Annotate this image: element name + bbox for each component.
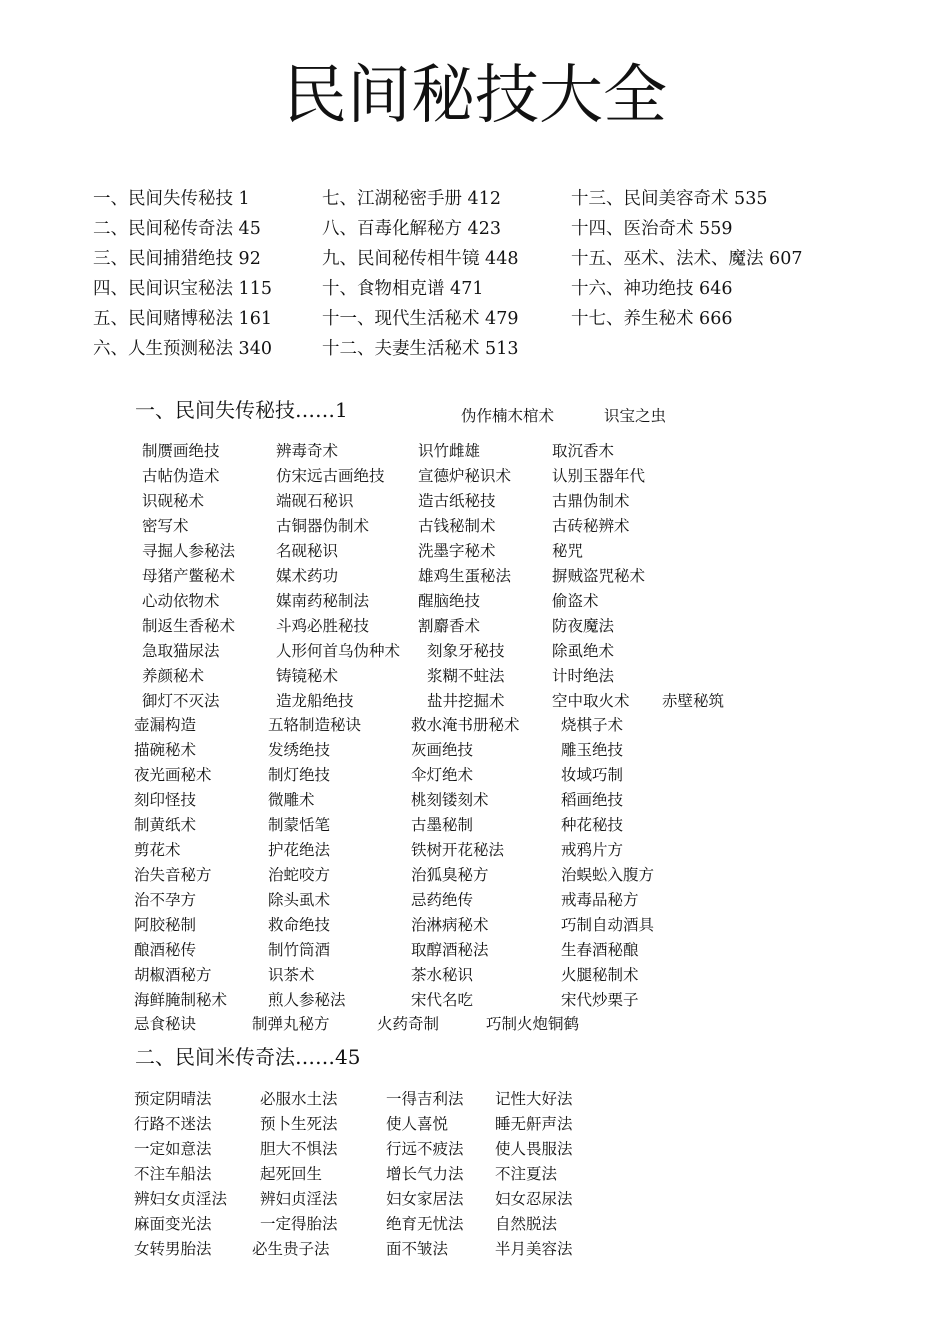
list-item: 妇女忍尿法 (495, 1190, 573, 1208)
list-item: 治蜈蚣入腹方 (561, 866, 655, 884)
list-item: 名砚秘识 (276, 542, 339, 560)
list-item: 夜光画秘术 (134, 766, 212, 784)
list-item: 戒毒品秘方 (561, 891, 639, 909)
list-item: 古帖伪造术 (142, 467, 220, 485)
list-item: 雄鸡生蛋秘法 (418, 567, 512, 585)
list-item: 忌食秘诀 (134, 1015, 197, 1033)
list-item: 煎人参秘法 (268, 991, 346, 1009)
list-item: 微雕术 (268, 791, 315, 809)
toc-entry: 八、百毒化解秘方 423 (322, 219, 501, 239)
list-item: 取沉香木 (552, 442, 615, 460)
list-item: 制返生香秘术 (142, 617, 236, 635)
toc-entry: 十六、神功绝技 646 (571, 279, 733, 299)
toc-entry: 一、民间失传秘技 1 (93, 189, 250, 209)
list-item: 麻面变光法 (134, 1215, 212, 1233)
list-item: 巧制自动酒具 (561, 916, 655, 934)
list-item: 母猪产鳖秘术 (142, 567, 236, 585)
list-item: 壶漏构造 (134, 716, 197, 734)
list-item: 戒鸦片方 (561, 841, 624, 859)
list-item: 宋代名吃 (411, 991, 474, 1009)
list-item: 仿宋远古画绝技 (276, 467, 385, 485)
list-item: 割麝香术 (418, 617, 481, 635)
list-item: 制赝画绝技 (142, 442, 220, 460)
list-item: 赤壁秘筑 (662, 692, 725, 710)
list-item: 醒脑绝技 (418, 592, 481, 610)
list-item: 海鲜腌制秘术 (134, 991, 228, 1009)
list-item: 认别玉器年代 (552, 467, 646, 485)
list-item: 刻印怪技 (134, 791, 197, 809)
list-item: 宣德炉秘识术 (418, 467, 512, 485)
list-item: 古墨秘制 (411, 816, 474, 834)
list-item: 火腿秘制术 (561, 966, 639, 984)
list-item: 偷盗术 (552, 592, 599, 610)
list-item: 盐井挖掘术 (427, 692, 505, 710)
list-item: 制灯绝技 (268, 766, 331, 784)
list-item: 防夜魔法 (552, 617, 615, 635)
list-item: 辨妇贞淫法 (260, 1190, 338, 1208)
list-item: 护花绝法 (268, 841, 331, 859)
document-title: 民间秘技大全 (283, 59, 667, 133)
list-item: 胆大不惧法 (260, 1140, 338, 1158)
list-item: 造龙船绝技 (276, 692, 354, 710)
list-item: 摒贼盗咒秘术 (552, 567, 646, 585)
list-item: 辨妇女贞淫法 (134, 1190, 228, 1208)
list-item: 烧棋子术 (561, 716, 624, 734)
list-item: 浆糊不蛀法 (427, 667, 505, 685)
list-item: 治蛇咬方 (268, 866, 331, 884)
list-item: 媒术药功 (276, 567, 339, 585)
toc-entry: 十、食物相克谱 471 (322, 279, 484, 299)
list-item: 宋代炒栗子 (561, 991, 639, 1009)
list-item: 御灯不灭法 (142, 692, 220, 710)
list-item: 雕玉绝技 (561, 741, 624, 759)
toc-entry: 十四、医治奇术 559 (571, 219, 733, 239)
list-item: 火药奇制 (377, 1015, 440, 1033)
list-item: 剪花术 (134, 841, 181, 859)
list-item: 必服水土法 (260, 1090, 338, 1108)
list-item: 取醇酒秘法 (411, 941, 489, 959)
list-item: 胡椒酒秘方 (134, 966, 212, 984)
list-item: 灰画绝技 (411, 741, 474, 759)
list-item: 人形何首乌伪种术 (276, 642, 401, 660)
toc-entry: 十五、巫术、法术、魔法 607 (571, 249, 803, 269)
toc-entry: 十一、现代生活秘术 479 (322, 309, 519, 329)
list-item: 妆域巧制 (561, 766, 624, 784)
list-item: 茶水秘识 (411, 966, 474, 984)
toc-entry: 四、民间识宝秘法 115 (93, 279, 272, 299)
list-item: 媒南药秘制法 (276, 592, 370, 610)
list-item: 一定得胎法 (260, 1215, 338, 1233)
list-item: 铸镜秘术 (276, 667, 339, 685)
list-item: 阿胶秘制 (134, 916, 197, 934)
toc-entry: 十三、民间美容奇术 535 (571, 189, 768, 209)
list-item: 识宝之虫 (604, 407, 667, 425)
list-item: 制竹筒酒 (268, 941, 331, 959)
list-item: 伞灯绝术 (411, 766, 474, 784)
toc-entry: 二、民间秘传奇法 45 (93, 219, 261, 239)
list-item: 除头虱术 (268, 891, 331, 909)
list-item: 面不皱法 (386, 1240, 449, 1258)
list-item: 一定如意法 (134, 1140, 212, 1158)
list-item: 行路不迷法 (134, 1115, 212, 1133)
list-item: 古铜器伪制术 (276, 517, 370, 535)
list-item: 治狐臭秘方 (411, 866, 489, 884)
list-item: 生春酒秘酿 (561, 941, 639, 959)
list-item: 识砚秘术 (142, 492, 205, 510)
list-item: 铁树开花秘法 (411, 841, 505, 859)
list-item: 一得吉利法 (386, 1090, 464, 1108)
list-item: 制黄纸术 (134, 816, 197, 834)
list-item: 制弹丸秘方 (252, 1015, 330, 1033)
list-item: 识茶术 (268, 966, 315, 984)
list-item: 自然脱法 (495, 1215, 558, 1233)
list-item: 端砚石秘识 (276, 492, 354, 510)
list-item: 睡无鼾声法 (495, 1115, 573, 1133)
list-item: 不注车船法 (134, 1165, 212, 1183)
toc-entry: 十七、养生秘术 666 (571, 309, 733, 329)
list-item: 辨毒奇术 (276, 442, 339, 460)
list-item: 伪作楠木棺术 (461, 407, 555, 425)
list-item: 造古纸秘技 (418, 492, 496, 510)
list-item: 计时绝法 (552, 667, 615, 685)
list-item: 预定阴晴法 (134, 1090, 212, 1108)
list-item: 发绣绝技 (268, 741, 331, 759)
section-heading: 二、民间米传奇法……45 (135, 1045, 361, 1069)
list-item: 密写术 (142, 517, 189, 535)
list-item: 制蒙恬笔 (268, 816, 331, 834)
list-item: 酿酒秘传 (134, 941, 197, 959)
list-item: 除虱绝术 (552, 642, 615, 660)
list-item: 治不孕方 (134, 891, 197, 909)
list-item: 古砖秘辨术 (552, 517, 630, 535)
list-item: 记性大好法 (495, 1090, 573, 1108)
list-item: 治淋病秘术 (411, 916, 489, 934)
toc-entry: 五、民间赌博秘法 161 (93, 309, 272, 329)
section-heading: 一、民间失传秘技……1 (135, 398, 348, 422)
list-item: 绝育无忧法 (386, 1215, 464, 1233)
toc-entry: 七、江湖秘密手册 412 (322, 189, 501, 209)
list-item: 急取猫尿法 (142, 642, 220, 660)
list-item: 必生贵子法 (252, 1240, 330, 1258)
list-item: 巧制火炮铜鹤 (486, 1015, 580, 1033)
list-item: 斗鸡必胜秘技 (276, 617, 370, 635)
toc-entry: 九、民间秘传相牛镜 448 (322, 249, 519, 269)
list-item: 忌药绝传 (411, 891, 474, 909)
list-item: 预卜生死法 (260, 1115, 338, 1133)
toc-entry: 十二、夫妻生活秘术 513 (322, 339, 519, 359)
list-item: 刻象牙秘技 (427, 642, 505, 660)
list-item: 养颜秘术 (142, 667, 205, 685)
list-item: 桃刻镂刻术 (411, 791, 489, 809)
list-item: 救水淹书册秘术 (411, 716, 520, 734)
list-item: 寻掘人参秘法 (142, 542, 236, 560)
list-item: 救命绝技 (268, 916, 331, 934)
list-item: 不注夏法 (495, 1165, 558, 1183)
toc-entry: 三、民间捕猎绝技 92 (93, 249, 261, 269)
list-item: 描碗秘术 (134, 741, 197, 759)
list-item: 洗墨字秘术 (418, 542, 496, 560)
list-item: 妇女家居法 (386, 1190, 464, 1208)
list-item: 起死回生 (260, 1165, 323, 1183)
list-item: 心动依物术 (142, 592, 220, 610)
list-item: 识竹雌雄 (418, 442, 481, 460)
list-item: 种花秘技 (561, 816, 624, 834)
list-item: 治失音秘方 (134, 866, 212, 884)
list-item: 女转男胎法 (134, 1240, 212, 1258)
list-item: 空中取火术 (552, 692, 630, 710)
list-item: 行远不疲法 (386, 1140, 464, 1158)
list-item: 稻画绝技 (561, 791, 624, 809)
list-item: 使人喜悦 (386, 1115, 449, 1133)
list-item: 古鼎伪制术 (552, 492, 630, 510)
list-item: 半月美容法 (495, 1240, 573, 1258)
list-item: 秘咒 (552, 542, 584, 560)
list-item: 五辂制造秘诀 (268, 716, 362, 734)
list-item: 增长气力法 (386, 1165, 464, 1183)
list-item: 古钱秘制术 (418, 517, 496, 535)
toc-entry: 六、人生预测秘法 340 (93, 339, 272, 359)
list-item: 使人畏服法 (495, 1140, 573, 1158)
